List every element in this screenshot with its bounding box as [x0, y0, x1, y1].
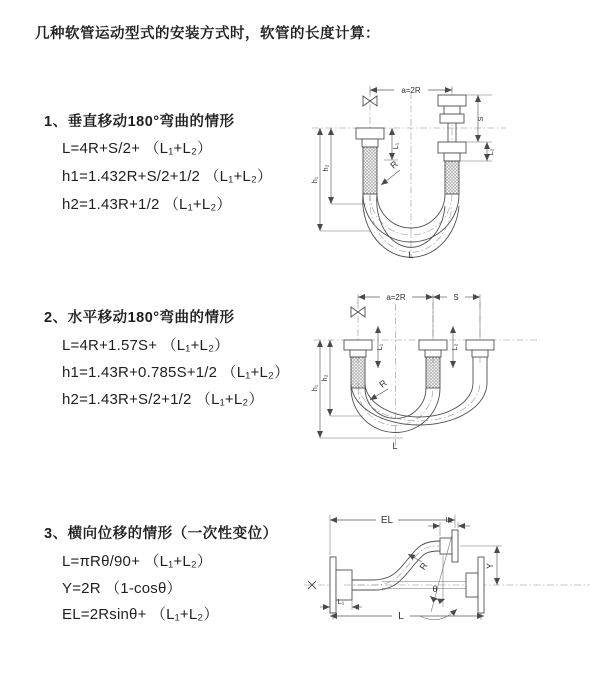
flange-assembly: [330, 530, 484, 613]
section-2-formula-2: h1=1.43R+0.785S+1/2 （L₁+L₂）: [62, 364, 290, 381]
section-3-heading: 3、横向位移的情形（一次性变位）: [44, 526, 278, 542]
label-l2: L₂: [450, 343, 459, 351]
label-h1: h₁: [310, 176, 319, 184]
label-s: S: [453, 293, 459, 302]
label-r: R: [377, 377, 389, 390]
label-y: Y: [485, 562, 495, 570]
section-2-heading: 2、水平移动180°弯曲的情形: [44, 310, 235, 326]
label-l2: L₂: [445, 515, 453, 524]
label-h1: h₁: [310, 384, 319, 392]
hose-assembly: [344, 340, 494, 433]
label-r: R: [388, 158, 400, 171]
diagram-lateral-displacement: [298, 500, 598, 650]
section-1-formula-2: h1=1.432R+S/2+1/2 （L₁+L₂）: [62, 168, 273, 185]
label-a2r: a=2R: [401, 86, 421, 95]
section-3-formula-2: Y=2R （1-cosθ）: [62, 580, 182, 597]
section-3-formula-1: L=πRθ/90+ （L₁+L₂）: [62, 553, 213, 570]
section-3-formula-3: EL=2Rsinθ+ （L₁+L₂）: [62, 606, 219, 623]
label-s: S: [476, 116, 485, 122]
label-h2: h₂: [321, 164, 330, 172]
label-l2: L₂: [486, 148, 495, 156]
label-a2r: a=2R: [386, 293, 406, 302]
section-2-formula-3: h2=1.43R+S/2+1/2 （L₁+L₂）: [62, 391, 264, 408]
label-theta: θ: [432, 584, 438, 594]
dimension-labels: [338, 515, 495, 622]
label-el: EL: [380, 515, 394, 526]
section-1-formula-1: L=4R+S/2+ （L₁+L₂）: [62, 140, 213, 157]
label-h2: h₂: [320, 374, 329, 382]
label-l1: L₁: [337, 597, 345, 606]
label-l: L: [398, 611, 404, 622]
centerlines: [312, 88, 506, 258]
label-l: L: [408, 250, 414, 260]
label-l1: L₁: [375, 343, 384, 351]
section-2-formula-1: L=4R+1.57S+ （L₁+L₂）: [62, 337, 230, 354]
section-1-heading: 1、垂直移动180°弯曲的情形: [44, 114, 235, 130]
page-title: 几种软管运动型式的安装方式时，软管的长度计算：: [35, 26, 380, 42]
label-l: L: [392, 441, 398, 451]
label-r: R: [417, 560, 430, 572]
dimension-lines: [320, 294, 480, 438]
diagram-horizontal-bend: [308, 288, 548, 453]
label-l1: L₁: [391, 142, 400, 150]
dimension-lines: [320, 515, 502, 620]
section-1-formula-3: h2=1.43R+1/2 （L₁+L₂）: [62, 196, 232, 213]
diagram-vertical-bend: [308, 76, 518, 261]
dimension-lines: [320, 86, 492, 231]
